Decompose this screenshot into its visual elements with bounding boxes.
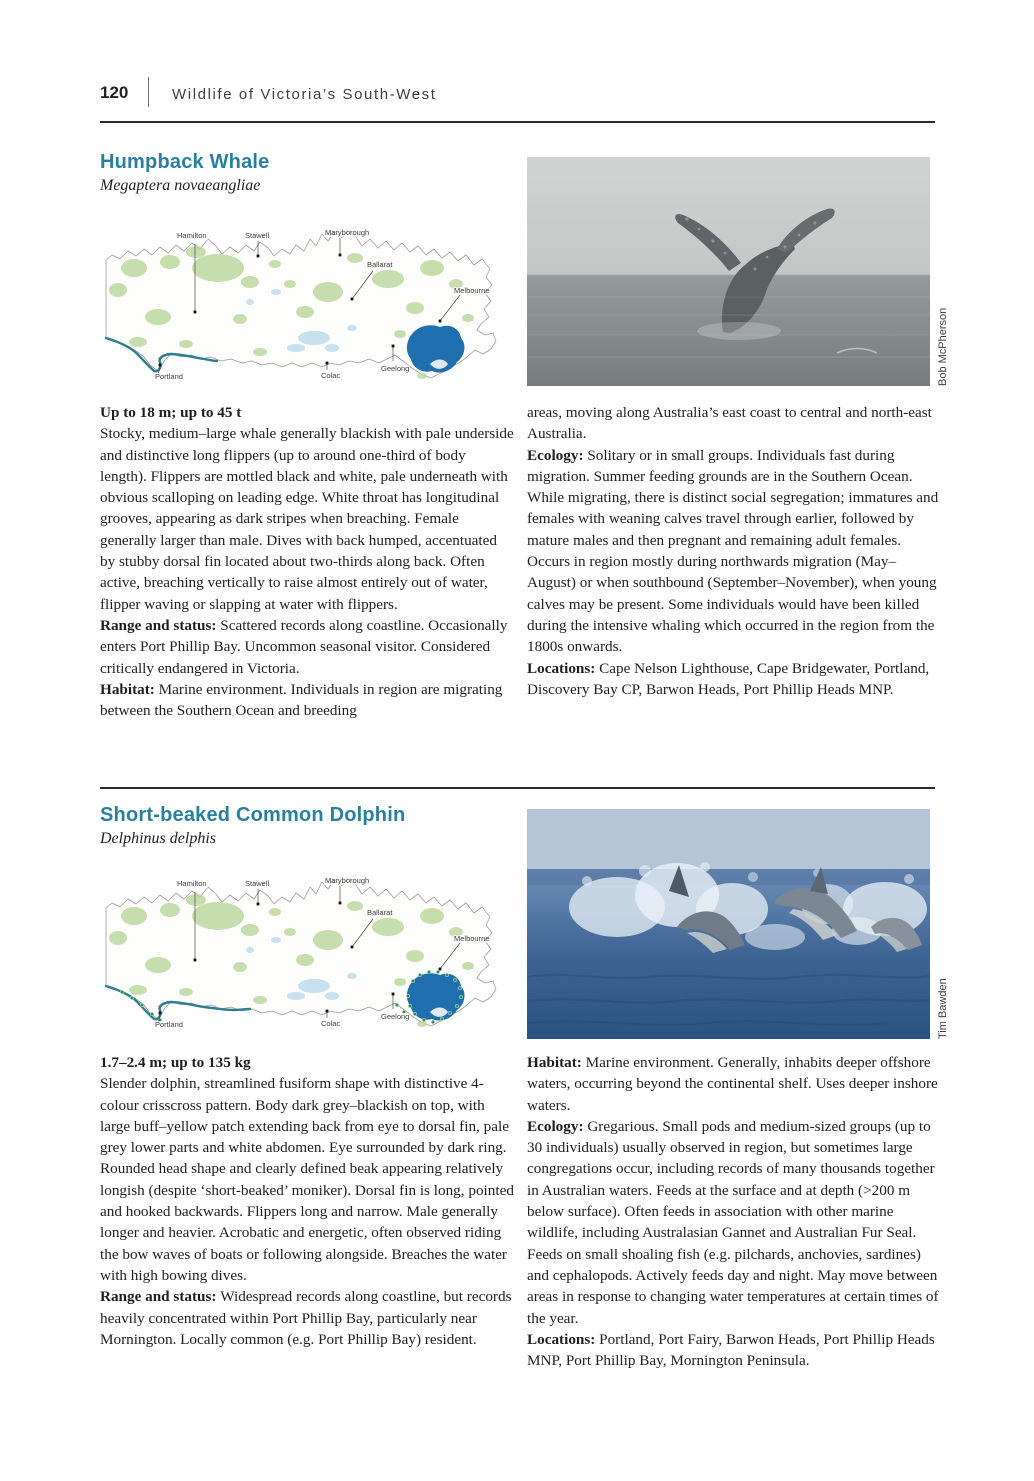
map-town-label: Hamilton [177, 879, 207, 888]
photo-credit: Tim Bawden [937, 978, 949, 1039]
paragraph-label: Ecology: [527, 1117, 588, 1135]
scientific-name-humpback-whale: Megaptera novaeangliae [100, 177, 261, 194]
paragraph-label: Locations: [527, 659, 600, 677]
paragraph-label: Range and status: [100, 616, 221, 634]
paragraph: Stocky, medium–large whale generally blackish with pale underside and distinctive long flippers (up to around one-third of body length). Flippers are mottled black and white, pale underneath with obvious scalloping on leading edge. White throat has longitudinal grooves, appearing as dark stripes when breaching. Female generally larger than male. Dives with back humped, accentuated by stubby dorsal fin located about two-thirds along back. Often active, breaching vertically to raise almost entirely out of water, flipper waving or slapping at water with flippers. [100, 425, 514, 613]
paragraph-label: Habitat: [527, 1054, 586, 1071]
map-town-label: Ballarat [367, 908, 393, 917]
humpback-whale-photo [527, 157, 930, 386]
paragraph-label: Ecology: [527, 446, 588, 464]
map-town-label: Geelong [381, 364, 410, 373]
map-graphic [100, 224, 497, 394]
paragraph: Ecology: Gregarious. Small pods and medium-sized groups (up to 30 individuals) usually observed in region, but sometimes large congregations occur, including records of many thousands together in Australian waters. Feeds at the surface and at depth (>200 m below surface). Often feeds in association with other marine wildlife, including Australasian Gannet and Australian Fur Seal. Feeds on small shoaling fish (e.g. pilchards, anchovies, sardines) and cephalopods. Actively feeds day and night. May move between areas in response to changing water temperatures at certain times of the year. [527, 1117, 939, 1327]
map-graphic [100, 872, 497, 1042]
map-town-label: Stawell [245, 879, 270, 888]
paragraph-label: Range and status: [100, 1288, 221, 1306]
header-rule [100, 121, 935, 123]
size-line: Up to 18 m; up to 45 t [100, 404, 242, 421]
common-dolphin-photo [527, 809, 930, 1039]
size-line: 1.7–2.4 m; up to 135 kg [100, 1054, 251, 1071]
paragraph: Habitat: Marine environment. Individuals in region are migrating between the Southern Ocean and breeding [100, 680, 503, 720]
paragraph: Habitat: Marine environment. Generally, inhabits deeper offshore waters, occurring beyond the continental shelf. Uses deeper inshore waters. [527, 1054, 938, 1114]
map-town-label: Geelong [381, 1012, 410, 1021]
map-town-label: Melbourne [454, 286, 490, 295]
map-town-label: Colac [321, 371, 341, 380]
dolphin-text-right-column [527, 1052, 939, 1371]
paragraph: areas, moving along Australia’s east coast to central and north-east Australia. [527, 404, 932, 443]
photo-credit: Bob McPherson [937, 307, 949, 386]
map-town-label: Melbourne [454, 934, 490, 943]
map-town-label: Maryborough [325, 228, 370, 237]
dolphin-photo-graphic [527, 809, 930, 1039]
paragraph: Locations: Cape Nelson Lighthouse, Cape Bridgewater, Portland, Discovery Bay CP, Barwon Heads, Port Phillip Heads MNP. [527, 659, 930, 698]
running-title: Wildlife of Victoria’s South-West [172, 86, 437, 103]
dolphin-text-left-column [100, 1052, 514, 1350]
header-divider [148, 77, 149, 107]
map-town-label: Portland [155, 1020, 183, 1029]
species-heading-common-dolphin: Short-beaked Common Dolphin [100, 804, 406, 826]
page-number: 120 [100, 83, 129, 102]
paragraph: Locations: Portland, Port Fairy, Barwon Heads, Port Phillip Heads MNP, Port Phillip Bay, Mornington Peninsula. [527, 1330, 935, 1370]
species-heading-humpback-whale: Humpback Whale [100, 151, 270, 173]
scientific-name-common-dolphin: Delphinus delphis [100, 830, 216, 847]
distribution-map-common-dolphin [100, 872, 497, 1042]
distribution-map-humpback-whale [100, 224, 497, 394]
map-town-label: Hamilton [177, 231, 207, 240]
humpback-text-right-column [527, 402, 939, 700]
map-town-label: Portland [155, 372, 183, 381]
map-town-label: Ballarat [367, 260, 393, 269]
paragraph-label: Habitat: [100, 680, 159, 698]
map-town-label: Colac [321, 1019, 341, 1028]
paragraph-label: Locations: [527, 1330, 600, 1348]
map-town-label: Maryborough [325, 876, 370, 885]
section-divider-rule [100, 787, 935, 789]
humpback-photo-graphic [527, 157, 930, 386]
humpback-text-left-column [100, 402, 514, 721]
paragraph: Range and status: Scattered records along coastline. Occasionally enters Port Phillip Bay. Uncommon seasonal visitor. Considered critically endangered in Victoria. [100, 616, 508, 677]
paragraph: Slender dolphin, streamlined fusiform shape with distinctive 4-colour crisscross pattern. Body dark grey–blackish on top, with large buff–yellow patch extending back from eye to dorsal fin, pale grey lower parts and white abdomen. Eye surrounded by dark ring. Rounded head shape and clearly defined beak appearing relatively longish (despite ‘short-beaked’ moniker). Dorsal fin is long, pointed and hooked backwards. Flippers long and narrow. Male generally longer and heavier. Acrobatic and energetic, often observed riding the bow waves of boats or following alongside. Breaches the water with high bowing dives. [100, 1075, 514, 1284]
paragraph: Range and status: Widespread records along coastline, but records heavily concentrated within Port Phillip Bay, particularly near Mornington. Locally common (e.g. Port Phillip Bay) resident. [100, 1288, 512, 1348]
map-town-label: Stawell [245, 231, 270, 240]
paragraph: Ecology: Solitary or in small groups. Individuals fast during migration. Summer feeding grounds are in the Southern Ocean. While migrating, there is distinct social segregation; immatures and females with weaning calves travel through earlier, followed by mature males and then pregnant and remaining adult females. Occurs in region mostly during northwards migration (May–August) or when southbound (September–November), when young calves may be present. Some individuals would have been killed during the intensive whaling which occurred in the region from the 1800s onwards. [527, 446, 939, 656]
